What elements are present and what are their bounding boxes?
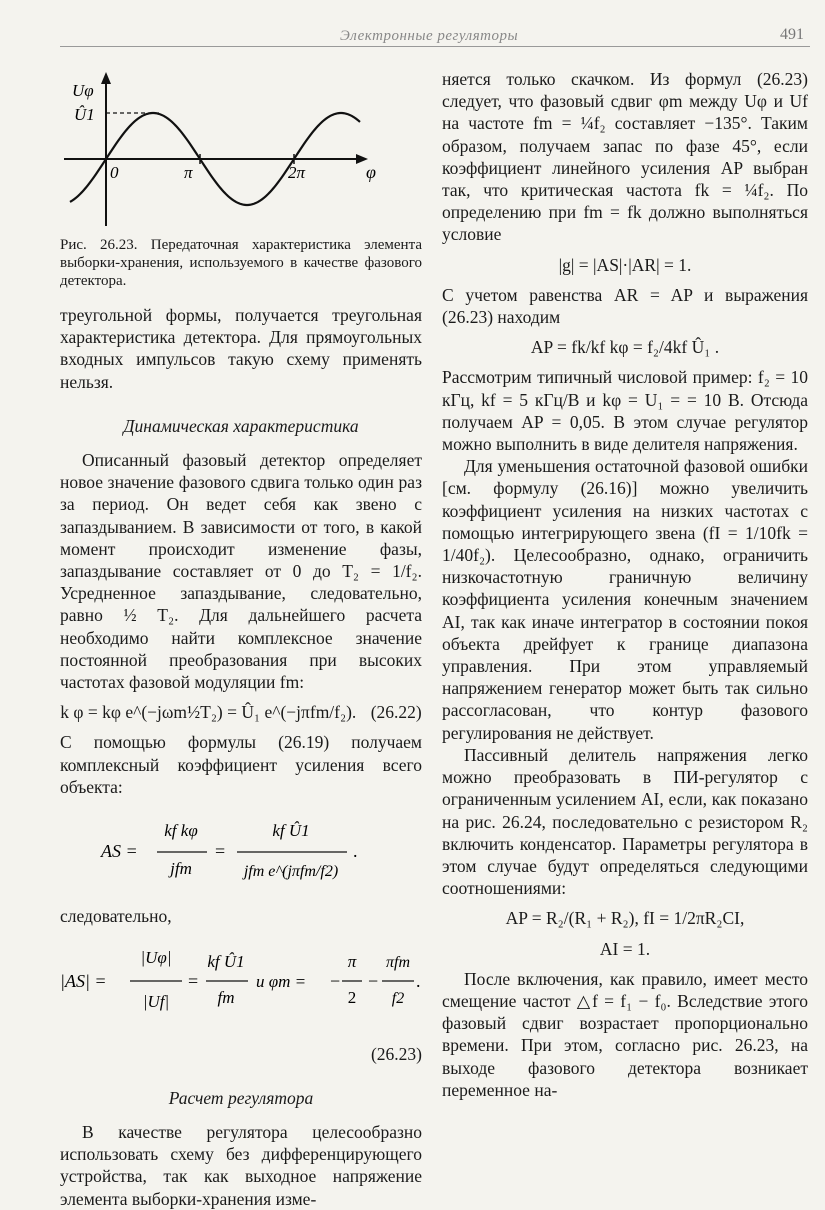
equation-number: (26.23) [370, 1043, 422, 1064]
equation-ai: AI = 1. [599, 938, 651, 959]
running-title: Электронные регуляторы [340, 28, 519, 44]
tick-pi-label: π [184, 163, 193, 182]
eq-term: 2 [347, 988, 357, 1008]
eq-term: = [188, 971, 199, 992]
eq-term: . [353, 841, 358, 862]
equation-26-23 [60, 935, 422, 1036]
section-heading: Расчет регулятора [168, 1087, 314, 1108]
eq-term: kf kφ [164, 821, 198, 841]
paragraph: Пассивный делитель напряжения легко можно преобразовать в ПИ-регулятор с ограниченным усилением AI, если, как показано на рис. 26.24, последовательно с резистором R₂ включить конденсатор. Параметры регулятора в этом случае будут определяться следующими соотношениями: [442, 744, 808, 899]
eq-term: = [215, 841, 226, 862]
eq-term: kf Û1 [272, 821, 310, 841]
paragraph: После включения, как правило, имеет место смещение частот △f = f₁ − f₀. Вследствие этого фазовый сдвиг возрастает пропорционально времени. При этом, согласно рис. 26.23, на выходе фазового детектора возникает переменное на- [442, 968, 808, 1100]
y-axis-arrow [101, 72, 111, 84]
eq-term: . [416, 971, 421, 992]
running-header [60, 22, 810, 47]
left-column [60, 66, 422, 1210]
paragraph: няется только скачком. Из формул (26.23) следует, что фазовый сдвиг φm между Uφ и Uf на частоте fm = ¼f₂ составляет −135°. Таким образом, получаем запас по фазе 45°, если коэффициент линейного усиления AP выбран так, что критическая частота fk = ¼f₂. По определению при fm = fk должно выполняться условие [442, 69, 808, 245]
right-column [442, 68, 808, 1101]
paragraph: Описанный фазовый детектор определяет новое значение фазового сдвига только один раз за период. Он ведет себя как звено с запаздыванием. В зависимости от того, в какой момент происходит изменение фазы, запаздывание составляет от 0 до T₂ = 1/f₂. Усредненное запаздывание, следовательно, равно ½ T₂. Для дальнейшего расчета необходимо найти комплексное значение постоянной преобразования при высоких частотах фазовой модуляции fm: [60, 450, 422, 693]
paragraph: С помощью формулы (26.19) получаем комплексный коэффициент усиления всего объекта: [60, 732, 422, 797]
eq-term: f2 [391, 990, 405, 1008]
transfer-characteristic-plot [60, 66, 422, 234]
figure-26-23 [60, 66, 422, 234]
paragraph: В качестве регулятора целесообразно использовать схему без дифференцирующего устройства, так как выходное напряжение элемента выборки-хранения изме- [60, 1122, 422, 1209]
tick-2pi-label: 2π [288, 163, 306, 182]
eq-term: |Uφ| [140, 948, 172, 968]
paragraph: С учетом равенства AR = AP и выражения (26.23) находим [442, 284, 808, 328]
eq-term: jfm [170, 859, 192, 879]
equation-regulator-params: AP = R₂/(R₁ + R₂), fI = 1/2πR₂CI, [505, 908, 745, 929]
eq-term: π [347, 952, 357, 972]
paragraph: Для уменьшения остаточной фазовой ошибки [см. формулу (26.16)] можно увеличить коэффициент усиления на низких частотах с помощью интегрирующего звена (fI = 1/10fk = 1/40f₂). Целесообразно, однако, ограничить низкочастотную граничную величину коэффициента усиления конечным значением AI, так как иначе интегратор в состоянии покоя объекта дрейфует к границе диапазона управления. При этом управляемый напряжением генератор может быть так сильно рассогласован, что контур фазового регулирования не действует. [442, 456, 808, 743]
equation-body: k φ = kφ e^(−jωm½T₂) = Û₁ e^(−jπfm/f₂). [60, 702, 357, 723]
amplitude-label: Û1 [74, 105, 95, 124]
eq-term: AS = [101, 841, 138, 862]
equation-ap: AP = fk/kf kφ = f₂/4kf Û₁ . [530, 337, 720, 358]
paragraph: треугольной формы, получается треугольная характеристика детектора. Для прямоугольных входных импульсов такую схему применять нельзя. [60, 305, 422, 392]
equation-26-22 [60, 701, 422, 723]
eq-term: |AS| = [60, 971, 107, 992]
eq-term: πfm [385, 954, 411, 972]
section-heading: Динамическая характеристика [123, 415, 359, 436]
paragraph: Рассмотрим типичный числовой пример: f₂ = 10 кГц, kf = 5 кГц/В и kφ = U₁ = = 10 В. Отсюда получаем AP = 0,05. В этом случае регулятор можно выполнить в виде делителя напряжения. [442, 367, 808, 455]
page-number: 491 [780, 26, 804, 43]
equation-number: (26.22) [370, 702, 422, 723]
paragraph: следовательно, [60, 906, 172, 927]
axis-x-label: φ [366, 162, 376, 182]
equation-as-svg [91, 812, 391, 894]
eq-term: и φm = [256, 972, 307, 992]
eq-term: − [330, 971, 341, 992]
eq-term: fm [217, 988, 235, 1008]
equation-as [60, 812, 422, 899]
equation-26-23-svg [60, 935, 422, 1031]
eq-term: − [368, 971, 379, 992]
eq-term: kf Û1 [207, 952, 245, 972]
eq-term: jfm e^(jπfm/f2) [243, 863, 339, 881]
equation-loop-gain: |g| = |AS|·|AR| = 1. [558, 254, 692, 275]
figure-caption: Рис. 26.23. Передаточная характеристика элемента выборки-хранения, используемого в качестве фазового детектора. [60, 237, 422, 289]
eq-term: |Uf| [142, 992, 170, 1012]
tick-0-label: 0 [110, 163, 119, 182]
axis-y-label: Uφ [72, 81, 94, 100]
